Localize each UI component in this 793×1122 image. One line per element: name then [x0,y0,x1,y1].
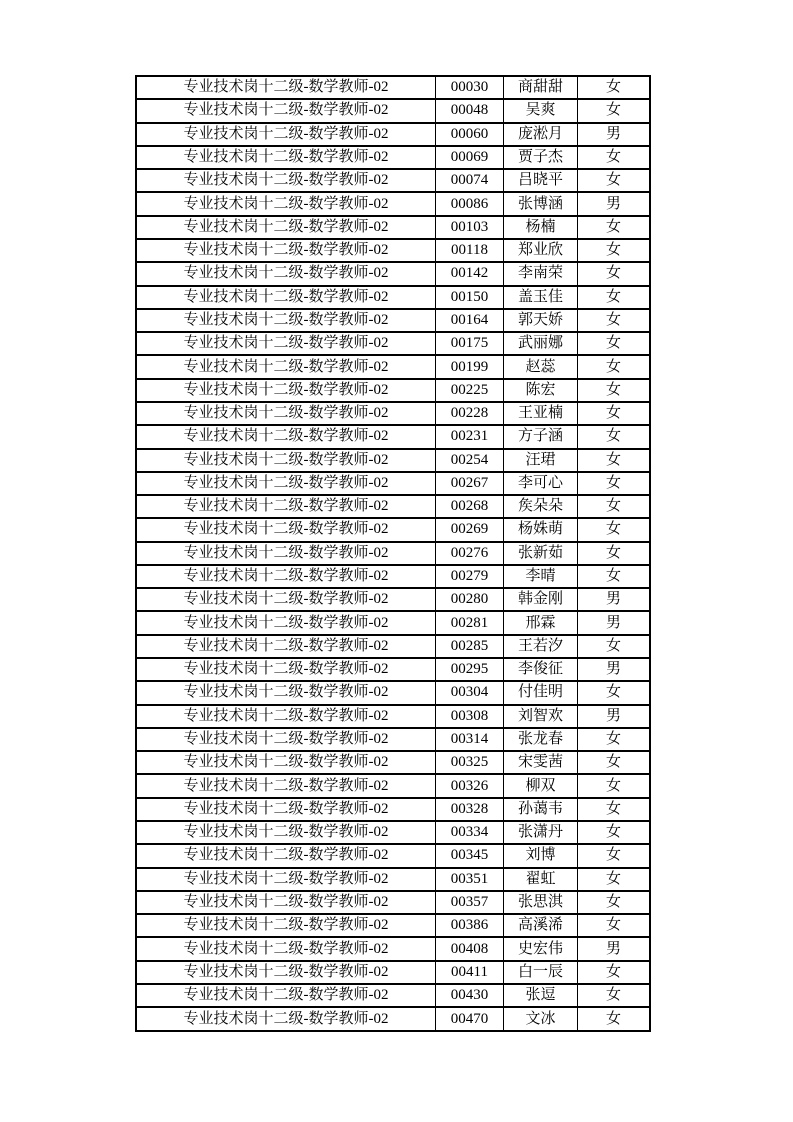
cell-gender: 女 [578,681,651,704]
cell-name: 杨姝萌 [504,518,578,541]
cell-number: 00225 [436,379,504,402]
cell-name: 李晴 [504,565,578,588]
table-row [136,984,650,1007]
cell-position: 专业技术岗十二级-数学教师-02 [136,984,436,1007]
cell-position: 专业技术岗十二级-数学教师-02 [136,332,436,355]
cell-position: 专业技术岗十二级-数学教师-02 [136,937,436,960]
cell-gender: 女 [578,449,651,472]
cell-position: 专业技术岗十二级-数学教师-02 [136,728,436,751]
cell-position: 专业技术岗十二级-数学教师-02 [136,1007,436,1031]
table-row [136,449,650,472]
cell-number: 00228 [436,402,504,425]
cell-gender: 女 [578,169,651,192]
cell-gender: 男 [578,611,651,634]
cell-position: 专业技术岗十二级-数学教师-02 [136,611,436,634]
cell-gender: 女 [578,495,651,518]
cell-name: 刘博 [504,844,578,867]
cell-number: 00334 [436,821,504,844]
cell-position: 专业技术岗十二级-数学教师-02 [136,286,436,309]
cell-position: 专业技术岗十二级-数学教师-02 [136,658,436,681]
cell-position: 专业技术岗十二级-数学教师-02 [136,798,436,821]
table-row [136,891,650,914]
table-row [136,239,650,262]
table-row [136,518,650,541]
cell-name: 吴爽 [504,99,578,122]
cell-name: 王亚楠 [504,402,578,425]
cell-position: 专业技术岗十二级-数学教师-02 [136,146,436,169]
cell-number: 00281 [436,611,504,634]
cell-gender: 女 [578,751,651,774]
cell-position: 专业技术岗十二级-数学教师-02 [136,891,436,914]
cell-name: 商甜甜 [504,76,578,99]
cell-name: 张龙春 [504,728,578,751]
table-row [136,495,650,518]
cell-position: 专业技术岗十二级-数学教师-02 [136,192,436,215]
table-row [136,821,650,844]
roster-table-body [136,76,650,1031]
cell-number: 00430 [436,984,504,1007]
table-row [136,844,650,867]
table-row [136,611,650,634]
cell-gender: 女 [578,518,651,541]
cell-name: 韩金刚 [504,588,578,611]
table-row [136,751,650,774]
cell-position: 专业技术岗十二级-数学教师-02 [136,821,436,844]
cell-gender: 女 [578,844,651,867]
cell-gender: 女 [578,262,651,285]
cell-number: 00199 [436,355,504,378]
cell-name: 陈宏 [504,379,578,402]
cell-name: 高溪浠 [504,914,578,937]
cell-gender: 男 [578,937,651,960]
cell-gender: 女 [578,379,651,402]
table-row [136,123,650,146]
cell-number: 00069 [436,146,504,169]
cell-gender: 女 [578,309,651,332]
cell-name: 张博涵 [504,192,578,215]
cell-name: 李可心 [504,472,578,495]
cell-gender: 女 [578,984,651,1007]
cell-number: 00254 [436,449,504,472]
cell-position: 专业技术岗十二级-数学教师-02 [136,635,436,658]
cell-gender: 女 [578,774,651,797]
table-row [136,774,650,797]
cell-gender: 女 [578,425,651,448]
cell-name: 白一辰 [504,961,578,984]
cell-gender: 女 [578,565,651,588]
cell-gender: 女 [578,891,651,914]
cell-name: 付佳明 [504,681,578,704]
cell-number: 00060 [436,123,504,146]
cell-name: 庞淞月 [504,123,578,146]
cell-number: 00048 [436,99,504,122]
cell-number: 00345 [436,844,504,867]
cell-number: 00386 [436,914,504,937]
table-row [136,332,650,355]
cell-name: 张潇丹 [504,821,578,844]
cell-position: 专业技术岗十二级-数学教师-02 [136,495,436,518]
table-row [136,961,650,984]
cell-number: 00411 [436,961,504,984]
cell-position: 专业技术岗十二级-数学教师-02 [136,472,436,495]
cell-gender: 男 [578,123,651,146]
cell-position: 专业技术岗十二级-数学教师-02 [136,309,436,332]
cell-position: 专业技术岗十二级-数学教师-02 [136,961,436,984]
cell-name: 贾子杰 [504,146,578,169]
cell-name: 方子涵 [504,425,578,448]
cell-name: 张思淇 [504,891,578,914]
table-row [136,309,650,332]
table-row [136,379,650,402]
cell-number: 00328 [436,798,504,821]
cell-number: 00074 [436,169,504,192]
cell-gender: 女 [578,99,651,122]
table-row [136,658,650,681]
cell-name: 杨楠 [504,216,578,239]
table-row [136,914,650,937]
cell-gender: 女 [578,868,651,891]
cell-name: 王若汐 [504,635,578,658]
cell-number: 00103 [436,216,504,239]
cell-gender: 女 [578,1007,651,1031]
cell-name: 盖玉佳 [504,286,578,309]
table-row [136,76,650,99]
cell-position: 专业技术岗十二级-数学教师-02 [136,542,436,565]
cell-number: 00357 [436,891,504,914]
cell-name: 吕晓平 [504,169,578,192]
cell-name: 矦朵朵 [504,495,578,518]
cell-number: 00175 [436,332,504,355]
cell-gender: 女 [578,76,651,99]
cell-number: 00276 [436,542,504,565]
cell-name: 赵蕊 [504,355,578,378]
table-row [136,937,650,960]
cell-name: 翟虹 [504,868,578,891]
cell-name: 郑业欣 [504,239,578,262]
cell-number: 00279 [436,565,504,588]
cell-number: 00285 [436,635,504,658]
table-row [136,355,650,378]
table-row [136,1007,650,1031]
cell-number: 00030 [436,76,504,99]
cell-name: 张新茹 [504,542,578,565]
cell-position: 专业技术岗十二级-数学教师-02 [136,123,436,146]
cell-name: 武丽娜 [504,332,578,355]
table-row [136,868,650,891]
table-row [136,262,650,285]
cell-gender: 女 [578,961,651,984]
cell-gender: 女 [578,332,651,355]
cell-gender: 女 [578,635,651,658]
cell-name: 刘智欢 [504,705,578,728]
cell-position: 专业技术岗十二级-数学教师-02 [136,216,436,239]
cell-gender: 男 [578,658,651,681]
cell-gender: 女 [578,798,651,821]
table-row [136,798,650,821]
cell-gender: 男 [578,705,651,728]
cell-name: 李南荣 [504,262,578,285]
cell-gender: 女 [578,402,651,425]
cell-number: 00351 [436,868,504,891]
table-row [136,681,650,704]
table-row [136,192,650,215]
cell-number: 00470 [436,1007,504,1031]
cell-gender: 女 [578,286,651,309]
cell-position: 专业技术岗十二级-数学教师-02 [136,774,436,797]
cell-position: 专业技术岗十二级-数学教师-02 [136,518,436,541]
roster-table [135,75,651,1032]
table-row [136,146,650,169]
cell-name: 李俊征 [504,658,578,681]
cell-position: 专业技术岗十二级-数学教师-02 [136,705,436,728]
table-row [136,286,650,309]
cell-position: 专业技术岗十二级-数学教师-02 [136,449,436,472]
cell-gender: 男 [578,192,651,215]
cell-number: 00269 [436,518,504,541]
cell-number: 00267 [436,472,504,495]
cell-position: 专业技术岗十二级-数学教师-02 [136,844,436,867]
cell-name: 郭天娇 [504,309,578,332]
cell-name: 宋雯茜 [504,751,578,774]
cell-gender: 女 [578,472,651,495]
cell-gender: 男 [578,588,651,611]
cell-number: 00268 [436,495,504,518]
cell-number: 00308 [436,705,504,728]
cell-position: 专业技术岗十二级-数学教师-02 [136,914,436,937]
table-row [136,472,650,495]
table-row [136,705,650,728]
cell-number: 00164 [436,309,504,332]
table-row [136,216,650,239]
cell-position: 专业技术岗十二级-数学教师-02 [136,355,436,378]
cell-number: 00408 [436,937,504,960]
cell-number: 00304 [436,681,504,704]
cell-position: 专业技术岗十二级-数学教师-02 [136,588,436,611]
cell-number: 00314 [436,728,504,751]
cell-position: 专业技术岗十二级-数学教师-02 [136,565,436,588]
cell-gender: 女 [578,239,651,262]
cell-position: 专业技术岗十二级-数学教师-02 [136,99,436,122]
table-row [136,99,650,122]
cell-position: 专业技术岗十二级-数学教师-02 [136,402,436,425]
cell-number: 00280 [436,588,504,611]
cell-position: 专业技术岗十二级-数学教师-02 [136,681,436,704]
cell-position: 专业技术岗十二级-数学教师-02 [136,239,436,262]
cell-gender: 女 [578,542,651,565]
cell-gender: 女 [578,146,651,169]
cell-position: 专业技术岗十二级-数学教师-02 [136,379,436,402]
cell-position: 专业技术岗十二级-数学教师-02 [136,169,436,192]
cell-number: 00295 [436,658,504,681]
table-row [136,542,650,565]
cell-gender: 女 [578,821,651,844]
cell-number: 00086 [436,192,504,215]
cell-gender: 女 [578,728,651,751]
cell-gender: 女 [578,355,651,378]
cell-number: 00231 [436,425,504,448]
cell-name: 孙蔼韦 [504,798,578,821]
cell-number: 00118 [436,239,504,262]
cell-number: 00142 [436,262,504,285]
cell-gender: 女 [578,914,651,937]
cell-gender: 女 [578,216,651,239]
cell-number: 00326 [436,774,504,797]
cell-number: 00150 [436,286,504,309]
cell-position: 专业技术岗十二级-数学教师-02 [136,751,436,774]
cell-name: 张逗 [504,984,578,1007]
table-row [136,728,650,751]
cell-number: 00325 [436,751,504,774]
table-row [136,565,650,588]
cell-position: 专业技术岗十二级-数学教师-02 [136,76,436,99]
table-row [136,402,650,425]
cell-position: 专业技术岗十二级-数学教师-02 [136,425,436,448]
cell-name: 柳双 [504,774,578,797]
table-row [136,635,650,658]
cell-name: 汪珺 [504,449,578,472]
cell-name: 邢霖 [504,611,578,634]
table-row [136,425,650,448]
cell-name: 史宏伟 [504,937,578,960]
cell-position: 专业技术岗十二级-数学教师-02 [136,868,436,891]
table-row [136,588,650,611]
cell-name: 文冰 [504,1007,578,1031]
cell-position: 专业技术岗十二级-数学教师-02 [136,262,436,285]
table-row [136,169,650,192]
